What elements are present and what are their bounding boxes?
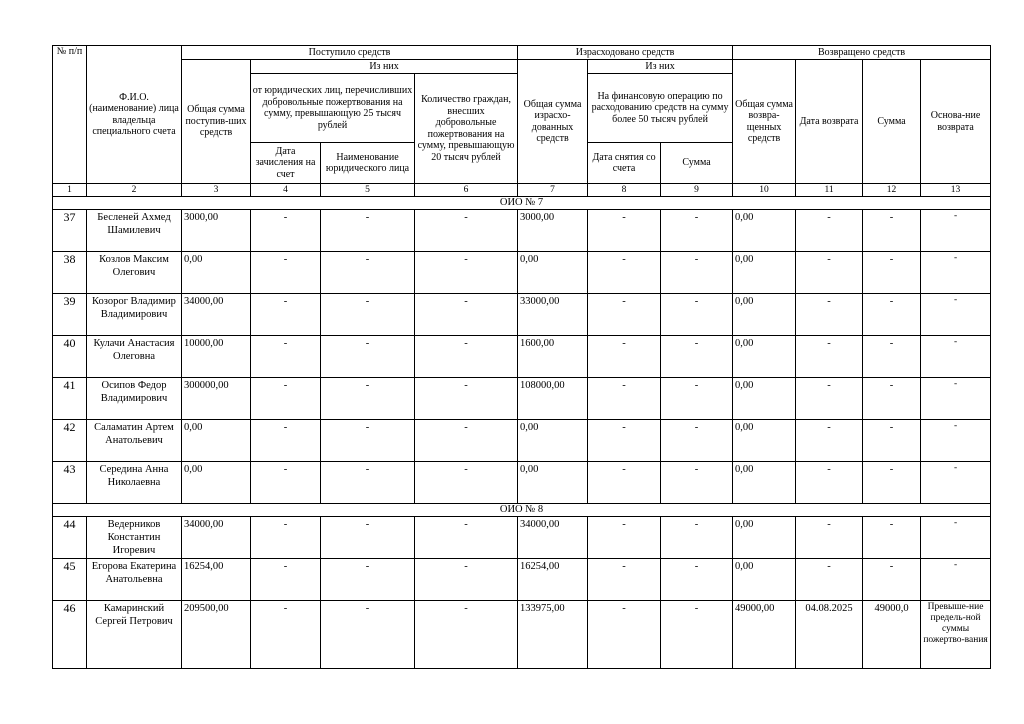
- citizens-count-value: -: [415, 336, 518, 378]
- return-date-value: -: [796, 336, 863, 378]
- header-sum: Сумма: [661, 143, 733, 184]
- withdraw-sum-value: -: [661, 420, 733, 462]
- total-returned-value: 0,00: [733, 559, 796, 601]
- date-credit-value: -: [251, 378, 321, 420]
- return-sum-value: -: [863, 559, 921, 601]
- column-number: 10: [733, 184, 796, 197]
- date-withdraw-value: -: [588, 601, 661, 669]
- withdraw-sum-value: -: [661, 336, 733, 378]
- column-numbers-row: [53, 184, 991, 197]
- return-sum-value: -: [863, 378, 921, 420]
- return-reason-value: -: [921, 420, 991, 462]
- column-number: 3: [182, 184, 251, 197]
- total-spent-value: 0,00: [518, 252, 588, 294]
- date-withdraw-value: -: [588, 336, 661, 378]
- row-number: 46: [53, 601, 87, 669]
- owner-name: Егорова Екатерина Анатольевна: [87, 559, 182, 601]
- header-returned: Возвращено средств: [733, 46, 991, 60]
- total-spent-value: 1600,00: [518, 336, 588, 378]
- section-row: [53, 504, 991, 517]
- date-withdraw-value: -: [588, 517, 661, 559]
- header-citizens-count: Количество граждан, внесших добровольные пожертвования на сумму, превышающую 20 тысяч рублей: [415, 74, 518, 184]
- total-received-value: 209500,00: [182, 601, 251, 669]
- date-credit-value: -: [251, 559, 321, 601]
- return-date-value: -: [796, 378, 863, 420]
- withdraw-sum-value: -: [661, 559, 733, 601]
- header-date-credit: Дата зачисления на счет: [251, 143, 321, 184]
- withdraw-sum-value: -: [661, 252, 733, 294]
- section-title: ОИО № 8: [53, 504, 991, 517]
- header-total-received: Общая сумма поступив-ших средств: [182, 60, 251, 184]
- return-date-value: 04.08.2025: [796, 601, 863, 669]
- header-legal-name: Наименование юридического лица: [321, 143, 415, 184]
- return-reason-value: Превыше-ние предель-ной суммы пожертво-вания: [921, 601, 991, 669]
- citizens-count-value: -: [415, 559, 518, 601]
- header-total-spent: Общая сумма израсхо-дованных средств: [518, 60, 588, 184]
- header-num: № п/п: [53, 46, 87, 184]
- column-number: 6: [415, 184, 518, 197]
- return-sum-value: -: [863, 336, 921, 378]
- header-of-them-spent: Из них: [588, 60, 733, 74]
- header-of-them-received: Из них: [251, 60, 518, 74]
- return-sum-value: 49000,0: [863, 601, 921, 669]
- return-reason-value: -: [921, 462, 991, 504]
- return-reason-value: -: [921, 294, 991, 336]
- total-received-value: 300000,00: [182, 378, 251, 420]
- return-date-value: -: [796, 210, 863, 252]
- legal-name-value: -: [321, 517, 415, 559]
- return-sum-value: -: [863, 462, 921, 504]
- owner-name: Ведерников Константин Игоревич: [87, 517, 182, 559]
- return-reason-value: -: [921, 517, 991, 559]
- return-reason-value: -: [921, 559, 991, 601]
- total-returned-value: 0,00: [733, 336, 796, 378]
- date-credit-value: -: [251, 517, 321, 559]
- column-number: 2: [87, 184, 182, 197]
- header-fio: Ф.И.О. (наименование) лица владельца специального счета: [87, 46, 182, 184]
- withdraw-sum-value: -: [661, 462, 733, 504]
- row-number: 44: [53, 517, 87, 559]
- legal-name-value: -: [321, 420, 415, 462]
- total-spent-value: 3000,00: [518, 210, 588, 252]
- date-credit-value: -: [251, 210, 321, 252]
- column-number: 12: [863, 184, 921, 197]
- owner-name: Бесленей Ахмед Шамилевич: [87, 210, 182, 252]
- table-row: [53, 517, 991, 559]
- row-number: 37: [53, 210, 87, 252]
- total-returned-value: 0,00: [733, 294, 796, 336]
- return-sum-value: -: [863, 420, 921, 462]
- withdraw-sum-value: -: [661, 517, 733, 559]
- total-spent-value: 108000,00: [518, 378, 588, 420]
- total-received-value: 34000,00: [182, 517, 251, 559]
- legal-name-value: -: [321, 210, 415, 252]
- total-returned-value: 0,00: [733, 517, 796, 559]
- legal-name-value: -: [321, 294, 415, 336]
- header-return-date: Дата возврата: [796, 60, 863, 184]
- return-reason-value: -: [921, 336, 991, 378]
- table-row: [53, 294, 991, 336]
- total-spent-value: 16254,00: [518, 559, 588, 601]
- column-number: 1: [53, 184, 87, 197]
- donations-report-table: [52, 45, 991, 669]
- total-returned-value: 49000,00: [733, 601, 796, 669]
- row-number: 39: [53, 294, 87, 336]
- total-received-value: 3000,00: [182, 210, 251, 252]
- total-returned-value: 0,00: [733, 420, 796, 462]
- date-credit-value: -: [251, 462, 321, 504]
- total-spent-value: 0,00: [518, 420, 588, 462]
- legal-name-value: -: [321, 559, 415, 601]
- date-credit-value: -: [251, 294, 321, 336]
- total-spent-value: 0,00: [518, 462, 588, 504]
- citizens-count-value: -: [415, 601, 518, 669]
- legal-name-value: -: [321, 336, 415, 378]
- total-returned-value: 0,00: [733, 378, 796, 420]
- section-row: [53, 197, 991, 210]
- legal-name-value: -: [321, 601, 415, 669]
- date-credit-value: -: [251, 336, 321, 378]
- column-number: 7: [518, 184, 588, 197]
- withdraw-sum-value: -: [661, 601, 733, 669]
- citizens-count-value: -: [415, 252, 518, 294]
- return-sum-value: -: [863, 210, 921, 252]
- citizens-count-value: -: [415, 378, 518, 420]
- table-row: [53, 378, 991, 420]
- legal-name-value: -: [321, 462, 415, 504]
- return-date-value: -: [796, 517, 863, 559]
- owner-name: Козорог Владимир Владимирович: [87, 294, 182, 336]
- owner-name: Камаринский Сергей Петрович: [87, 601, 182, 669]
- total-received-value: 0,00: [182, 420, 251, 462]
- citizens-count-value: -: [415, 294, 518, 336]
- date-withdraw-value: -: [588, 420, 661, 462]
- return-date-value: -: [796, 294, 863, 336]
- total-received-value: 34000,00: [182, 294, 251, 336]
- row-number: 43: [53, 462, 87, 504]
- total-received-value: 0,00: [182, 252, 251, 294]
- column-number: 13: [921, 184, 991, 197]
- table-row: [53, 559, 991, 601]
- header-fin-op: На финансовую операцию по расходованию средств на сумму более 50 тысяч рублей: [588, 74, 733, 143]
- column-number: 5: [321, 184, 415, 197]
- total-spent-value: 34000,00: [518, 517, 588, 559]
- table-row: [53, 601, 991, 669]
- table-row: [53, 336, 991, 378]
- citizens-count-value: -: [415, 462, 518, 504]
- column-number: 8: [588, 184, 661, 197]
- date-withdraw-value: -: [588, 210, 661, 252]
- citizens-count-value: -: [415, 517, 518, 559]
- date-credit-value: -: [251, 252, 321, 294]
- table-row: [53, 420, 991, 462]
- owner-name: Козлов Максим Олегович: [87, 252, 182, 294]
- table-row: [53, 462, 991, 504]
- return-date-value: -: [796, 420, 863, 462]
- header-date-withdraw: Дата снятия со счета: [588, 143, 661, 184]
- total-received-value: 0,00: [182, 462, 251, 504]
- column-number: 11: [796, 184, 863, 197]
- legal-name-value: -: [321, 252, 415, 294]
- row-number: 40: [53, 336, 87, 378]
- return-sum-value: -: [863, 517, 921, 559]
- header-reason: Основа-ние возврата: [921, 60, 991, 184]
- citizens-count-value: -: [415, 420, 518, 462]
- total-returned-value: 0,00: [733, 462, 796, 504]
- date-withdraw-value: -: [588, 252, 661, 294]
- row-number: 38: [53, 252, 87, 294]
- header-total-returned: Общая сумма возвра-щенных средств: [733, 60, 796, 184]
- legal-name-value: -: [321, 378, 415, 420]
- return-date-value: -: [796, 252, 863, 294]
- return-date-value: -: [796, 559, 863, 601]
- withdraw-sum-value: -: [661, 210, 733, 252]
- row-number: 45: [53, 559, 87, 601]
- withdraw-sum-value: -: [661, 294, 733, 336]
- table-row: [53, 210, 991, 252]
- return-date-value: -: [796, 462, 863, 504]
- citizens-count-value: -: [415, 210, 518, 252]
- withdraw-sum-value: -: [661, 378, 733, 420]
- return-sum-value: -: [863, 252, 921, 294]
- owner-name: Саламатин Артем Анатольевич: [87, 420, 182, 462]
- column-number: 9: [661, 184, 733, 197]
- total-spent-value: 33000,00: [518, 294, 588, 336]
- total-spent-value: 133975,00: [518, 601, 588, 669]
- owner-name: Кулачи Анастасия Олеговна: [87, 336, 182, 378]
- header-from-legal: от юридических лиц, перечисливших добровольные пожертвования на сумму, превышающую 25 тысяч рублей: [251, 74, 415, 143]
- return-reason-value: -: [921, 378, 991, 420]
- row-number: 42: [53, 420, 87, 462]
- section-title: ОИО № 7: [53, 197, 991, 210]
- return-sum-value: -: [863, 294, 921, 336]
- date-credit-value: -: [251, 601, 321, 669]
- row-number: 41: [53, 378, 87, 420]
- return-reason-value: -: [921, 210, 991, 252]
- total-received-value: 16254,00: [182, 559, 251, 601]
- date-withdraw-value: -: [588, 462, 661, 504]
- date-credit-value: -: [251, 420, 321, 462]
- owner-name: Середина Анна Николаевна: [87, 462, 182, 504]
- date-withdraw-value: -: [588, 378, 661, 420]
- total-received-value: 10000,00: [182, 336, 251, 378]
- date-withdraw-value: -: [588, 559, 661, 601]
- total-returned-value: 0,00: [733, 252, 796, 294]
- header-received: Поступило средств: [182, 46, 518, 60]
- header-return-sum: Сумма: [863, 60, 921, 184]
- return-reason-value: -: [921, 252, 991, 294]
- table-row: [53, 252, 991, 294]
- owner-name: Осипов Федор Владимирович: [87, 378, 182, 420]
- total-returned-value: 0,00: [733, 210, 796, 252]
- column-number: 4: [251, 184, 321, 197]
- date-withdraw-value: -: [588, 294, 661, 336]
- header-spent: Израсходовано средств: [518, 46, 733, 60]
